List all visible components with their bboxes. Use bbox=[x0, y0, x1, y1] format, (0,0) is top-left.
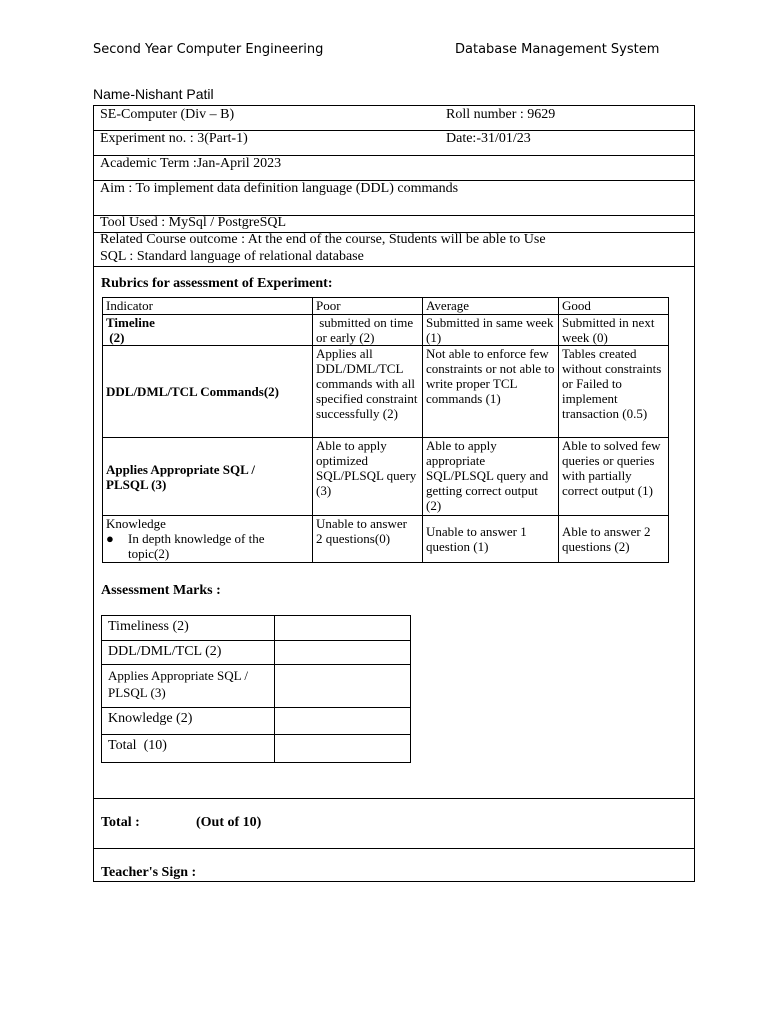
assessment-title: Assessment Marks : bbox=[101, 583, 221, 598]
indicator-bullet-item bbox=[106, 531, 309, 561]
indicator-name: Applies Appropriate SQL / PLSQL (3) bbox=[106, 461, 255, 492]
good-cell: Able to answer 2 questions (2) bbox=[559, 516, 669, 563]
row-term bbox=[94, 155, 694, 181]
indicator-cell bbox=[103, 315, 313, 346]
course-outcome-line-1: Related Course outcome : At the end of the course, Students will be able to Use bbox=[100, 232, 546, 247]
average-cell: Unable to answer 1 question (1) bbox=[423, 516, 559, 563]
assessment-row bbox=[102, 665, 411, 708]
rubric-title: Rubrics for assessment of Experiment: bbox=[101, 276, 333, 291]
criterion-label: Knowledge (2) bbox=[102, 708, 275, 735]
indicator-name: Timeline bbox=[106, 315, 155, 330]
poor-cell: Applies all DDL/DML/TCL commands with all specified constraint successfully (2) bbox=[313, 346, 423, 438]
marks-field[interactable] bbox=[275, 735, 411, 763]
row-aim bbox=[94, 180, 694, 216]
assessment-row bbox=[102, 735, 411, 763]
header-poor: Poor bbox=[313, 298, 423, 315]
teacher-sign-label: Teacher's Sign : bbox=[101, 865, 197, 880]
divider bbox=[94, 798, 694, 799]
header-average: Average bbox=[423, 298, 559, 315]
average-cell: Submitted in same week (1) bbox=[423, 315, 559, 346]
academic-term: Academic Term :Jan-April 2023 bbox=[100, 156, 282, 171]
row-tool bbox=[94, 215, 694, 233]
rubric-row-knowledge bbox=[103, 516, 669, 563]
class-division: SE-Computer (Div – B) bbox=[100, 107, 235, 122]
criterion-label: Total (10) bbox=[102, 735, 275, 763]
good-cell: Able to solved few queries or queries with partially correct output (1) bbox=[559, 438, 669, 516]
assessment-row bbox=[102, 641, 411, 665]
marks-field[interactable] bbox=[275, 665, 411, 708]
rubric-row-sql bbox=[103, 438, 669, 516]
indicator-marks: (2) bbox=[106, 330, 125, 345]
poor-cell: Unable to answer 2 questions(0) bbox=[313, 516, 423, 563]
indicator-detail: In depth knowledge of the topic(2) bbox=[128, 531, 265, 561]
bullet-icon: ● bbox=[106, 531, 114, 546]
indicator-name: Knowledge bbox=[106, 516, 166, 531]
assessment-table bbox=[101, 615, 411, 763]
assessment-row bbox=[102, 616, 411, 641]
total-label: Total : bbox=[101, 815, 140, 830]
tool-used: Tool Used : MySql / PostgreSQL bbox=[100, 215, 287, 230]
good-cell: Tables created without constraints or Failed to implement transaction (0.5) bbox=[559, 346, 669, 438]
poor-cell: Able to apply optimized SQL/PLSQL query (3) bbox=[313, 438, 423, 516]
header-indicator: Indicator bbox=[103, 298, 313, 315]
roll-number: Roll number : 9629 bbox=[446, 107, 556, 122]
indicator-cell bbox=[103, 438, 313, 516]
criterion-label: Applies Appropriate SQL / PLSQL (3) bbox=[102, 665, 275, 708]
average-cell: Able to apply appropriate SQL/PLSQL query and getting correct output (2) bbox=[423, 438, 559, 516]
average-cell: Not able to enforce few constraints or not able to write proper TCL commands (1) bbox=[423, 346, 559, 438]
rubric-header-row bbox=[103, 298, 669, 315]
rubric-table bbox=[102, 297, 669, 563]
rubric-row-ddl bbox=[103, 346, 669, 438]
header-good: Good bbox=[559, 298, 669, 315]
course-outcome-line-2: SQL : Standard language of relational database bbox=[100, 249, 364, 264]
experiment-number: Experiment no. : 3(Part-1) bbox=[100, 131, 248, 146]
total-out-of: (Out of 10) bbox=[196, 815, 262, 830]
divider bbox=[94, 848, 694, 849]
header-subject: Database Management System bbox=[455, 42, 660, 57]
row-experiment-date bbox=[94, 130, 694, 156]
header-course: Second Year Computer Engineering bbox=[93, 42, 324, 57]
indicator-cell bbox=[103, 516, 313, 563]
student-name: Name-Nishant Patil bbox=[93, 86, 214, 102]
criterion-label: Timeliness (2) bbox=[102, 616, 275, 641]
indicator-cell: DDL/DML/TCL Commands(2) bbox=[103, 346, 313, 438]
marks-field[interactable] bbox=[275, 708, 411, 735]
good-cell: Submitted in next week (0) bbox=[559, 315, 669, 346]
assessment-row bbox=[102, 708, 411, 735]
rubric-row-timeline bbox=[103, 315, 669, 346]
row-outcome bbox=[94, 232, 694, 267]
experiment-date: Date:-31/01/23 bbox=[446, 131, 531, 146]
experiment-form bbox=[93, 105, 695, 882]
experiment-aim: Aim : To implement data definition language (DDL) commands bbox=[100, 181, 459, 196]
marks-field[interactable] bbox=[275, 641, 411, 665]
poor-cell: submitted on time or early (2) bbox=[313, 315, 423, 346]
row-class-roll bbox=[94, 106, 694, 131]
marks-field[interactable] bbox=[275, 616, 411, 641]
criterion-label: DDL/DML/TCL (2) bbox=[102, 641, 275, 665]
